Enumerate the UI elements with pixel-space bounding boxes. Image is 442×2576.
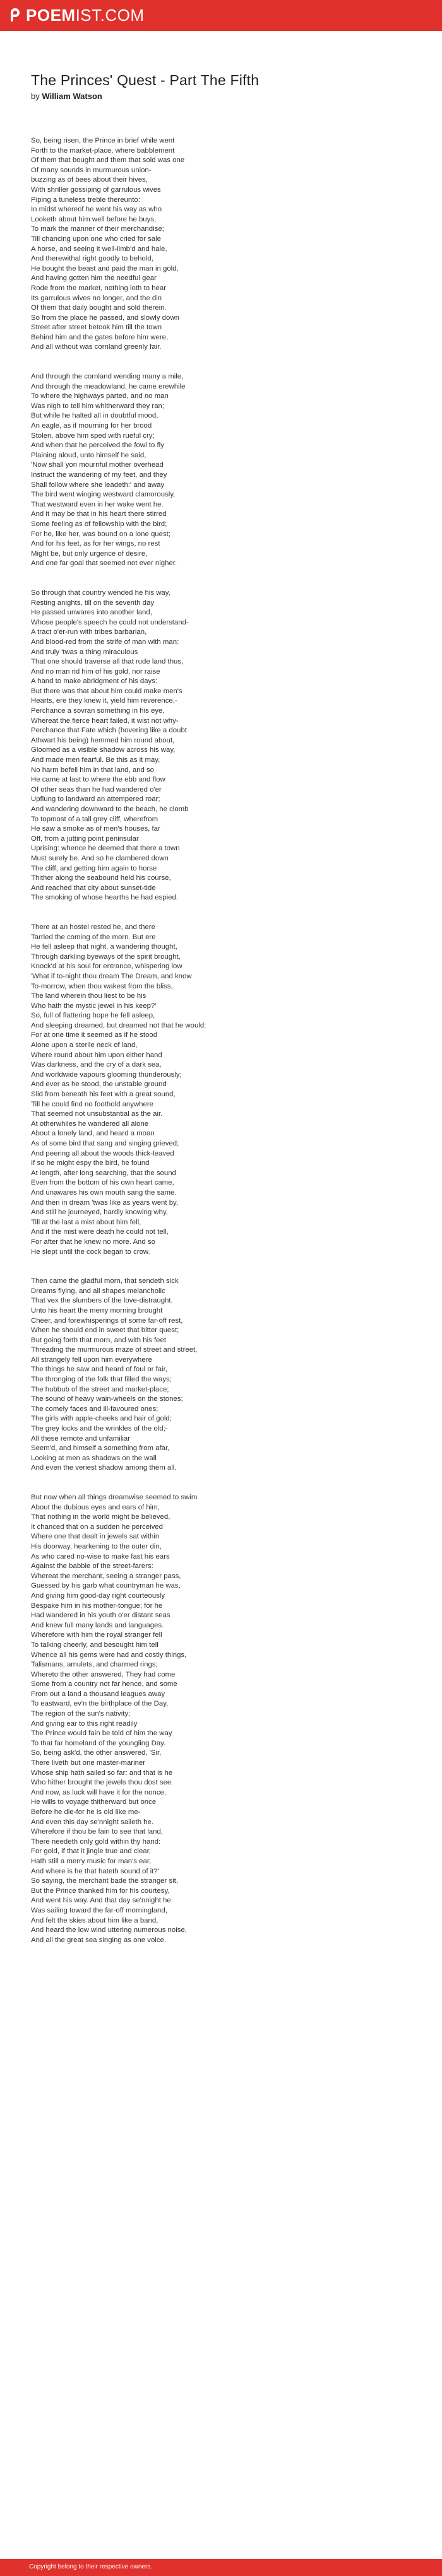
poem-line: And reached that city about sunset-tide — [31, 884, 156, 892]
poem-line: The grey locks and the wrinkles of the old;- — [31, 1425, 168, 1433]
poem-line: All these remote and unfamiliar — [31, 1434, 131, 1443]
poem-line: And peering all about the woods thick-leaved — [31, 1149, 174, 1157]
stanza — [31, 1493, 422, 1945]
poem-line: So, being ask'd, the other answered, 'Sir, — [31, 1749, 162, 1757]
poem-line: Some feeling as of fellowship with the bird; — [31, 520, 167, 528]
poem-line: To that far homeland of the youngling Day. — [31, 1739, 166, 1747]
poem-line: Resting anights, till on the seventh day — [31, 599, 155, 607]
poem-line: There at an hostel rested he, and there — [31, 923, 155, 931]
poem-line: For after that he knew no more. And so — [31, 1238, 155, 1246]
poem-line: Against the babble of the street-farers: — [31, 1562, 153, 1571]
poem-line: Of many sounds in murmurous union- — [31, 166, 152, 174]
poem-line: Hearts, ere they knew it, yield him reverence,- — [31, 697, 177, 705]
poem-line: And if the mist were death he could not tell, — [31, 1228, 169, 1236]
poem-line: Looketh about him well before he buys, — [31, 215, 157, 223]
poem-line: And even this day se'nnight saileth he. — [31, 1818, 154, 1826]
poem-line: His doorway, hearkening to the outer din, — [31, 1542, 162, 1550]
poem-line: Was nigh to tell him whitherward they ran; — [31, 402, 165, 410]
poem-line: At length, after long searching, that the sound — [31, 1169, 176, 1177]
poem-line: Hath still a merry music for man's ear, — [31, 1857, 152, 1865]
poem-line: He passed unwares into another land, — [31, 609, 152, 617]
poem-line: Piping a tuneless treble thereunto: — [31, 196, 140, 204]
poem-line: That vex the slumbers of the love-distraught. — [31, 1297, 173, 1305]
poem-line: It chanced that on a sudden he perceived — [31, 1523, 163, 1531]
poem-line: Perchance that Fate which (hovering like a doubt — [31, 727, 187, 735]
poem-line: Till he could find no foothold anywhere — [31, 1100, 153, 1108]
poem-line: Gloomed as a visible shadow across his way, — [31, 746, 176, 754]
poem-line: Wherefore with him the royal stranger fell — [31, 1631, 162, 1639]
poem-line: And giving him good-day right courteously — [31, 1591, 165, 1600]
poem-line: So through that country wended he his way, — [31, 588, 170, 597]
poem-line: So from the place he passed, and slowly down — [31, 313, 179, 322]
poem-line: There needeth only gold within thy hand: — [31, 1837, 161, 1846]
poem-line: Whose people's speech he could not understand- — [31, 618, 189, 626]
poem-line: He wills to voyage thitherward but once — [31, 1798, 157, 1806]
poem-line: Cheer, and forewhisperings of some far-off rest, — [31, 1316, 183, 1325]
poem-line: Who hither brought the jewels thou dost see. — [31, 1779, 174, 1787]
poem-line: And through the meadowland, he came erewhile — [31, 382, 186, 390]
poem-line: In midst whereof he went his way as who — [31, 206, 162, 214]
poem-line: And heard the low wind uttering numerous noise, — [31, 1926, 187, 1935]
poem-line: And for his feet, as for her wings, no rest — [31, 540, 160, 548]
poem-line: Upflung to landward an attempered roar; — [31, 795, 160, 804]
poem-line: Rode from the market, nothing loth to hear — [31, 284, 167, 292]
poem-line: Whereto the other answered, They had come — [31, 1670, 176, 1678]
poem-line: For he, like her, was bound on a lone quest; — [31, 530, 170, 538]
poem-line: If so he might espy the bird, he found — [31, 1159, 150, 1168]
poem-line: Whereat the merchant, seeing a stranger pass, — [31, 1572, 181, 1580]
poem-line: An eagle, as if mourning for her brood — [31, 422, 152, 430]
poem-line: Whose ship hath sailed so far: and that is he — [31, 1769, 173, 1777]
poem-line: Some from a country not far hence, and some — [31, 1680, 177, 1689]
quill-icon — [8, 7, 22, 23]
poem-line: The region of the sun's nativity; — [31, 1710, 131, 1718]
poem-line: That westward even in her wake went he. — [31, 500, 164, 508]
poem-line: Looking at men as shadows on the wall — [31, 1454, 157, 1462]
poem-line: Was darkness, and the cry of a dark sea, — [31, 1061, 162, 1069]
poem-line: And when that he perceived the fowl to fly — [31, 442, 164, 450]
poem-line: Plaining aloud, unto himself he said, — [31, 451, 146, 459]
poem-line: The cliff, and getting him again to horse — [31, 864, 157, 872]
poem-line: As who cared no-wise to make fast his ears — [31, 1552, 170, 1560]
poem-line: Even from the bottom of his own heart came, — [31, 1179, 174, 1187]
poem-line: And giving ear to this right readily — [31, 1719, 138, 1728]
poem-line: He saw a smoke as of men's houses, far — [31, 825, 160, 833]
poem-line: Then came the gladful morn, that sendeth sick — [31, 1277, 179, 1285]
poem-line: And sleeping dreamed, but dreamed not that he would: — [31, 1021, 206, 1029]
poem-line: Knock'd at his soul for entrance, whispering low — [31, 963, 182, 971]
poem-line: Slid from beneath his feet with a great sound, — [31, 1091, 176, 1099]
poem-line: There liveth but one master-mariner — [31, 1759, 146, 1767]
poem-line: Through darkling byeways of the spirit brought, — [31, 952, 181, 961]
stanza — [31, 1277, 422, 1473]
poem-line: And wandering downward to the beach, he clomb — [31, 805, 189, 813]
poem-line: And went his way. And that day se'nnight he — [31, 1897, 171, 1905]
poem-line: And knew full many lands and languages. — [31, 1621, 164, 1629]
poem-line: And it may be that in his heart there stirred — [31, 510, 167, 518]
poem-line: And even the veriest shadow among them all. — [31, 1464, 177, 1472]
poem-line: And through the cornland wending many a mile, — [31, 373, 184, 381]
site-name: POEMIST.COM — [26, 6, 145, 25]
poem-line: He bought the beast and paid the man in gold, — [31, 264, 179, 272]
poem-line: But while he halted all in doubtful mood, — [31, 412, 158, 420]
poem-line: 'Now shall yon mournful mother overhead — [31, 461, 164, 469]
poem-line: Till at the last a mist about him fell, — [31, 1218, 141, 1226]
poem-line: The bird went winging westward clamorously, — [31, 491, 176, 499]
poem-line: No harm befell him in that land, and so — [31, 766, 155, 774]
poem-line: That nothing in the world might be believed, — [31, 1513, 170, 1521]
poem-line: And therewithal right goodly to behold, — [31, 255, 153, 263]
poem-line: A horse, and seeing it well-limb'd and hale, — [31, 245, 167, 253]
poem-line: The comely faces and ill-favoured ones; — [31, 1405, 158, 1413]
poem-line: For gold, if that it jingle true and clear, — [31, 1847, 151, 1856]
poem-line: Thither along the seabound held his course, — [31, 874, 171, 882]
poem-line: Uprising: whence he deemed that there a town — [31, 845, 180, 853]
poem-line: But going forth that morn, and with his feet — [31, 1336, 167, 1344]
poem-line: And felt the skies about him like a band, — [31, 1916, 158, 1924]
poem-line: And where is he that hateth sound of it?' — [31, 1867, 159, 1875]
poem-line: Who hath the mystic jewel in his keep?' — [31, 1002, 157, 1010]
poem-line: Its garrulous wives no longer, and the din — [31, 294, 162, 302]
poem-line: Had wandered in his youth o'er distant seas — [31, 1612, 170, 1620]
poem-line: So, being risen, the Prince in brief while went — [31, 137, 175, 144]
poem-line: Athwart his being) hemmed him round about, — [31, 736, 175, 744]
poem-line: He came at last to where the ebb and flow — [31, 776, 165, 784]
author-link[interactable]: William Watson — [42, 91, 102, 101]
poem-line: And then in dream 'twas like as years went by, — [31, 1198, 179, 1207]
poem-line: And worldwide vapours glooming thunderously; — [31, 1070, 182, 1079]
poem-line: To where the highways parted, and no man — [31, 392, 169, 401]
poem-line: From out a land a thousand leagues away — [31, 1690, 165, 1698]
poem-line: And one far goal that seemed not ever nigher. — [31, 559, 177, 568]
poem-line: And ever as he stood, the unstable ground — [31, 1080, 167, 1089]
poem-line: Before he die-for he is old like me- — [31, 1808, 141, 1816]
top-bar — [0, 0, 442, 31]
poem-line: And made men fearful. Be this as it may, — [31, 756, 160, 764]
poem-line: And blood-red from the strife of man with man: — [31, 638, 179, 646]
poem-line: Whence all his gems were had and costly things, — [31, 1651, 187, 1659]
poem-line: The smoking of whose hearths he had espied. — [31, 894, 179, 902]
by-label: by — [31, 91, 40, 101]
poem-line: For at one time it seemed as if he stood — [31, 1031, 158, 1039]
poem-line: And no man rid him of his gold, nor raise — [31, 667, 160, 676]
poem-line: buzzing as of bees about their hives, — [31, 176, 148, 184]
poem-line: Street after street betook him till the town — [31, 324, 162, 332]
poem-line: That one should traverse all that rude land thus, — [31, 658, 184, 666]
site-logo[interactable] — [8, 6, 145, 25]
poem-line: And still he journeyed, hardly knowing why, — [31, 1209, 168, 1217]
poem-line: To-morrow, when thou wakest from the bliss, — [31, 982, 173, 990]
poem-line: That seemed not unsubstantial as the air. — [31, 1110, 163, 1118]
poem-line: As of some bird that sang and singing grieved; — [31, 1140, 179, 1147]
poem-line: To topmost of a tall grey cliff, wherefrom — [31, 815, 158, 823]
poem-line: Must surely be. And so he clambered down — [31, 854, 169, 862]
stanza — [31, 136, 422, 353]
poem-line: Where one that dealt in jewels sat within — [31, 1533, 160, 1541]
poem-line: 'What if to-night thou dream The Dream, and know — [31, 972, 192, 980]
poem-line: Might be, but only urgence of desire, — [31, 549, 148, 558]
poem-line: But the Prince thanked him for his courtesy, — [31, 1887, 170, 1895]
stanza — [31, 923, 422, 1257]
poem-line: About a lonely land, and heard a moan — [31, 1130, 155, 1138]
poem-line: And having gotten him the needful gear — [31, 274, 157, 283]
poem-line: Seem'd, and himself a something from afar, — [31, 1444, 170, 1453]
poem-line: But there was that about him could make men's — [31, 687, 182, 695]
poem-line: The girls with apple-cheeks and hair of gold; — [31, 1415, 172, 1423]
poem-line: Whereat the fierce heart failed, it wist not why- — [31, 717, 179, 725]
poem-line: Threading the murmurous maze of street and street, — [31, 1346, 198, 1354]
poem-line: Bespake him in his mother-tongue; for he — [31, 1601, 163, 1610]
poem-line: He fell asleep that night, a wandering thought, — [31, 943, 177, 951]
poem-body — [31, 136, 422, 1965]
poem-line: And all without was cornland greenly fair. — [31, 343, 162, 351]
poem-line: Shall follow where she leadeth:' and away — [31, 481, 165, 489]
poem-line: All strangely fell upon him everywhere — [31, 1355, 152, 1364]
stanza — [31, 588, 422, 903]
poem-line: Unto his heart the merry morning brought — [31, 1306, 163, 1314]
poem-line: A tract o'er-run with tribes barbarian, — [31, 628, 147, 636]
poem-line: Alone upon a sterile neck of land, — [31, 1041, 138, 1050]
poem-line: And truly 'twas a thing miraculous — [31, 648, 138, 656]
poem-line: The thronging of the folk that filled the ways; — [31, 1376, 172, 1384]
poem-line: Off, from a jutting point peninsular — [31, 834, 139, 843]
poem-line: Wherefore if thou be fain to see that land, — [31, 1828, 163, 1836]
stanza — [31, 372, 422, 569]
poem-line: Perchance a sovran something in his eye, — [31, 707, 165, 715]
poem-line: About the dubious eyes and ears of him, — [31, 1503, 160, 1511]
poem-line: To eastward, ev'n the birthplace of the Day, — [31, 1700, 169, 1708]
poem-line: He slept until the cock began to crow. — [31, 1248, 150, 1256]
poem-line: And now, as luck will have it for the nonce, — [31, 1788, 167, 1796]
poem-line: And all the great sea singing as one voice. — [31, 1936, 167, 1944]
poem-title: The Princes' Quest - Part The Fifth — [31, 72, 260, 88]
poem-line: Of them that daily bought and sold therein. — [31, 304, 167, 312]
copyright-text: Copyright belong to their respective owners. — [29, 2563, 153, 2570]
poem-line: The sound of heavy wain-wheels on the stones; — [31, 1395, 183, 1403]
poem-line: Dreams flying, and all shapes melancholic — [31, 1287, 165, 1295]
poem-line: Was sailing toward the far-off morningland, — [31, 1906, 167, 1914]
poem-line: A hand to make abridgment of his days: — [31, 677, 158, 686]
poem-line: Stolen, above him sped with rueful cry; — [31, 431, 155, 440]
poem-line: Instruct the wandering of my feet, and they — [31, 471, 167, 479]
poem-line: Till chancing upon one who cried for sale — [31, 235, 161, 243]
poem-line: Of them that bought and them that sold was one — [31, 156, 185, 165]
poem-line: Guessed by his garb what countryman he was, — [31, 1582, 181, 1590]
poem-line: The things he saw and heard of foul or fair, — [31, 1366, 167, 1374]
poem-line: To mark the manner of their merchandise; — [31, 225, 164, 233]
poem-line: And unawares his own mouth sang the same. — [31, 1188, 177, 1197]
poem-line: So saying, the merchant bade the stranger sit, — [31, 1877, 179, 1885]
footer-bar — [0, 2559, 442, 2576]
byline — [31, 91, 102, 101]
poem-line: So, full of flattering hope he fell asleep, — [31, 1012, 155, 1020]
poem-line: Of other seas than he had wandered o'er — [31, 785, 162, 793]
poem-line: Behind him and the gates before him were, — [31, 333, 169, 341]
poem-line: The hubbub of the street and market-place; — [31, 1385, 169, 1393]
poem-line: The Prince would fain be told of him the way — [31, 1730, 172, 1738]
poem-line: Where round about him upon either hand — [31, 1051, 162, 1059]
poem-line: Forth to the market-place, where babblement — [31, 146, 175, 155]
poem-line: With shriller gossiping of garrulous wives — [31, 185, 161, 194]
poem-line: When he should end in sweet that bitter quest; — [31, 1326, 179, 1335]
poem-line: At otherwhiles he wandered all alone — [31, 1120, 149, 1128]
poem-line: To talking cheerly, and besought him tell — [31, 1641, 158, 1649]
poem-line: Talismans, amulets, and charmed rings; — [31, 1661, 158, 1669]
poem-line: Tarried the coming of the morn. But ere — [31, 933, 156, 941]
poem-line: But now when all things dreamwise seemed to swim — [31, 1494, 198, 1501]
poem-line: The land wherein thou liest to be his — [31, 992, 146, 1000]
